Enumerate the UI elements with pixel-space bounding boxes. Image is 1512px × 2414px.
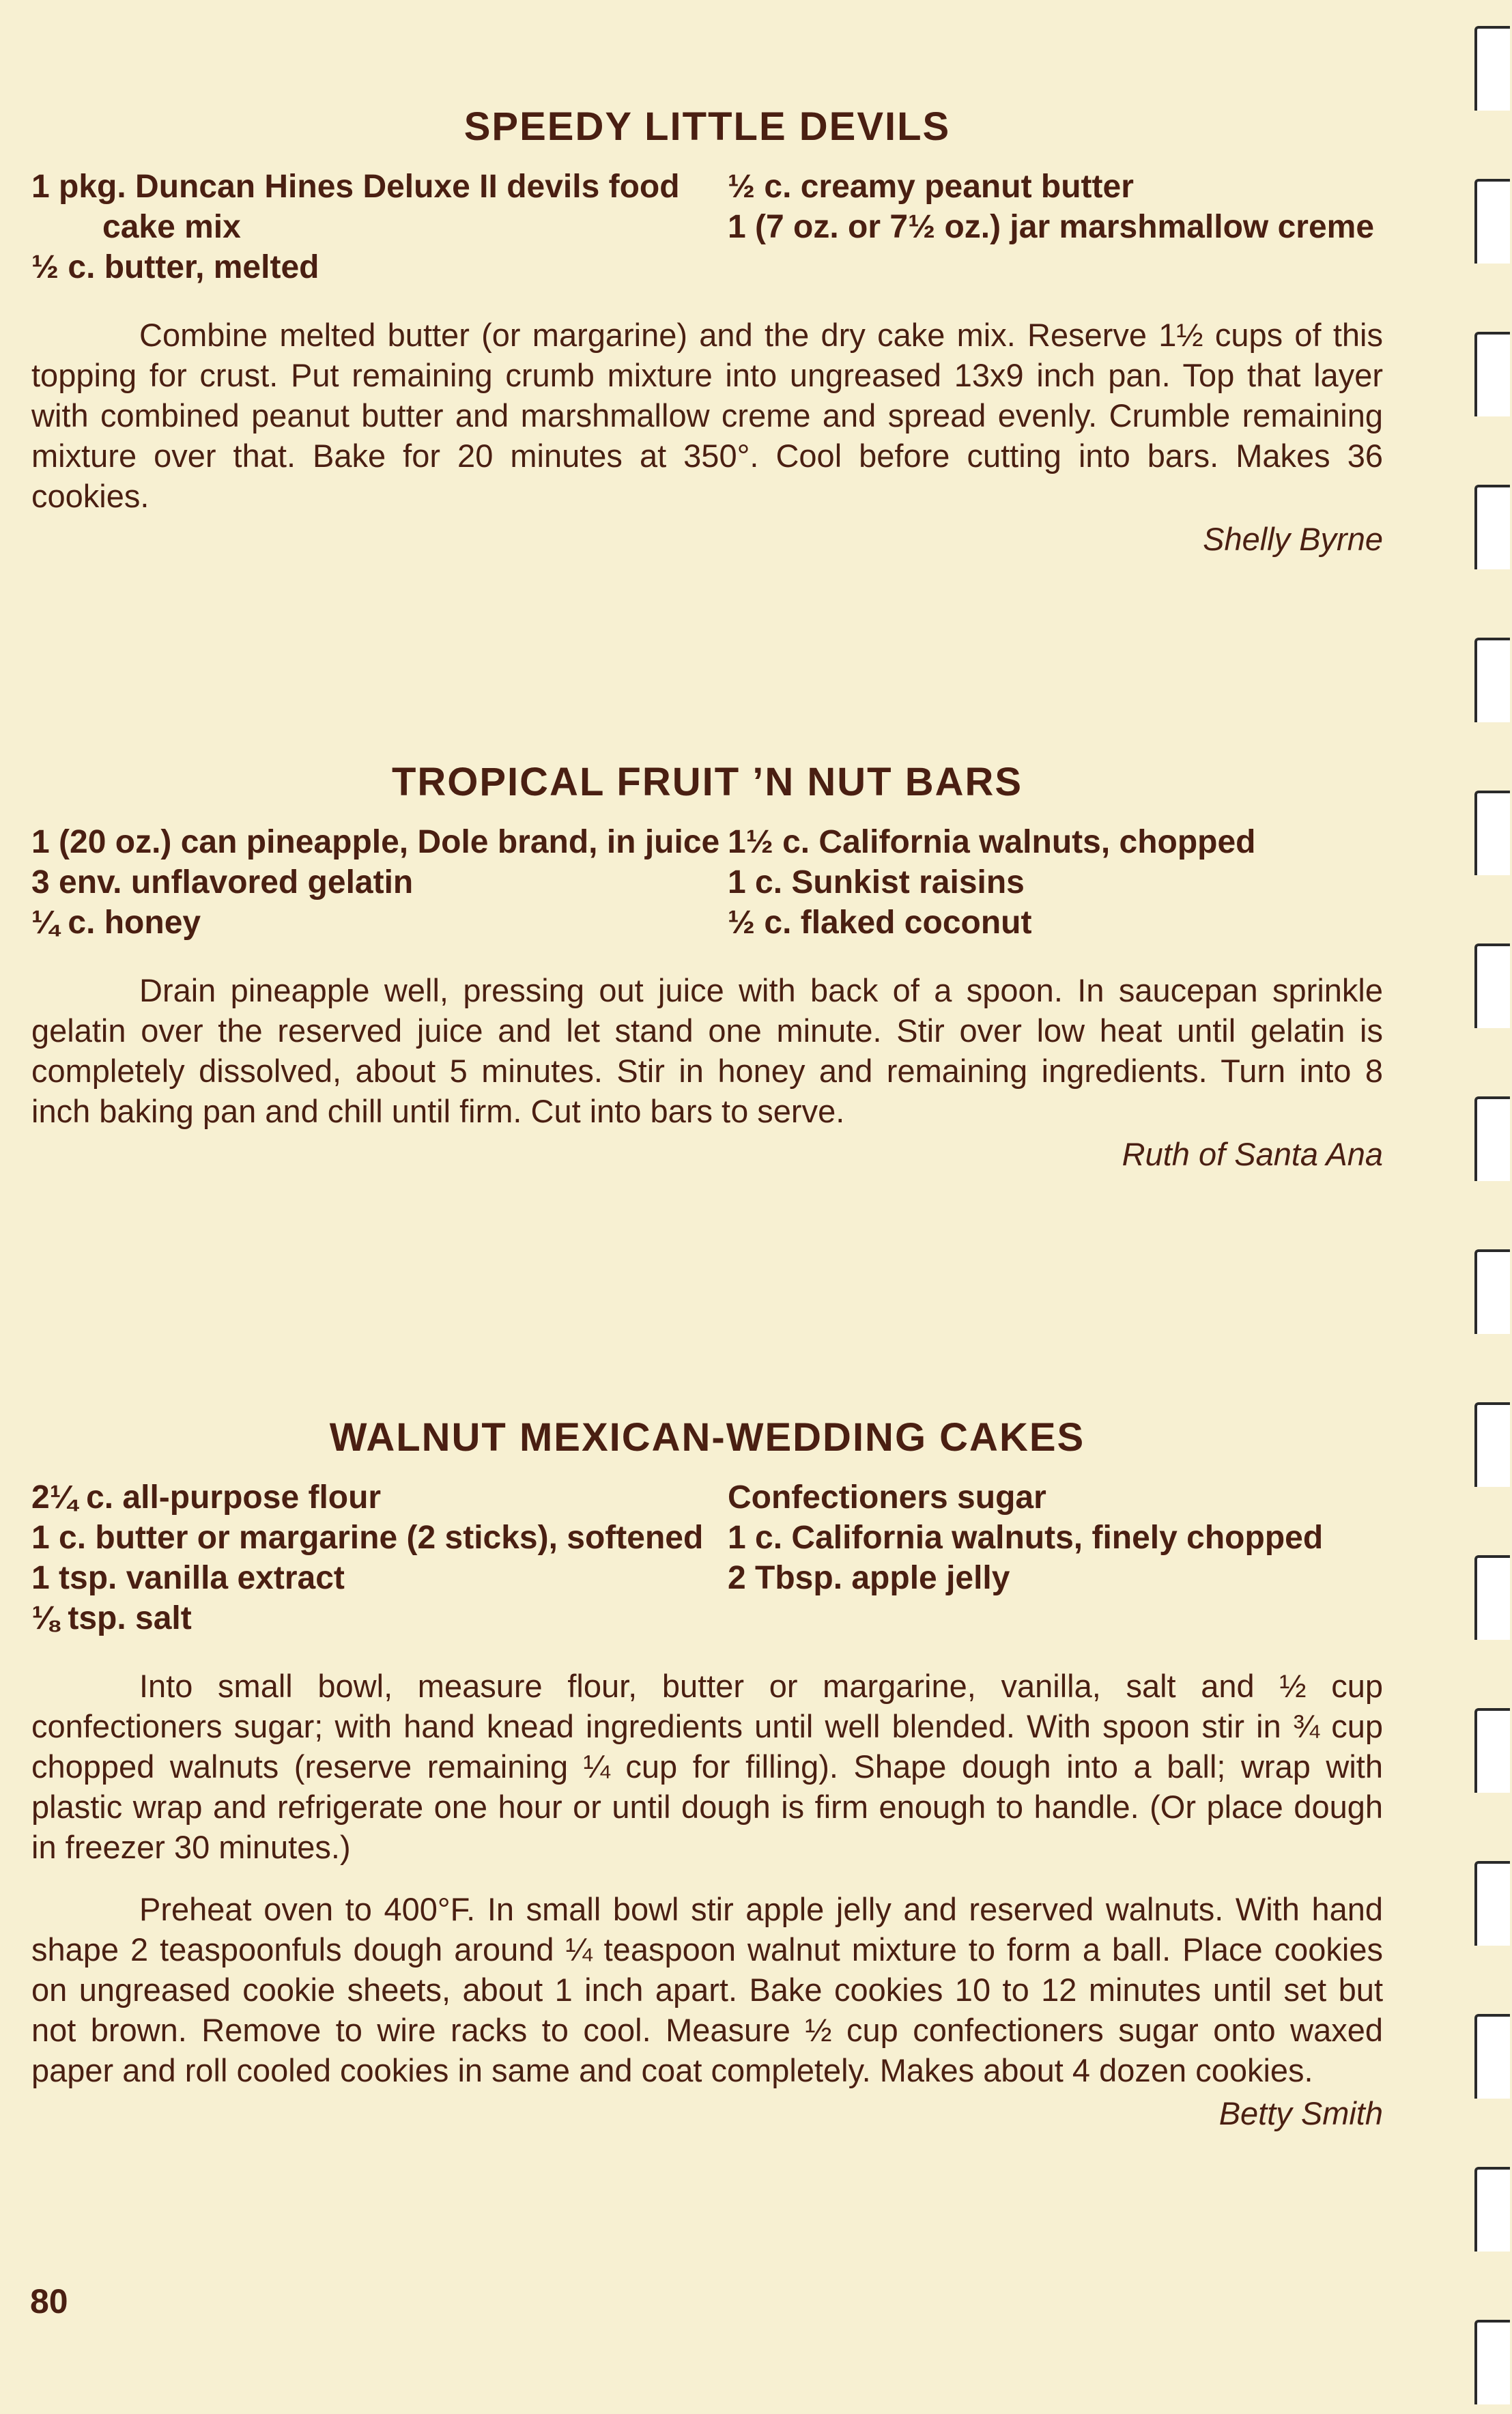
- ingredient: Confectioners sugar: [728, 1479, 1046, 1516]
- ingredient: ½ c. flaked coconut: [728, 905, 1032, 941]
- recipe-author: Ruth of Santa Ana: [1122, 1136, 1383, 1172]
- binding-hole: [1474, 1555, 1510, 1640]
- recipe-author: Shelly Byrne: [1203, 521, 1383, 557]
- ingredients-left-column: [31, 1477, 728, 1638]
- recipe-walnut-mexican-wedding-cakes: [31, 1413, 1383, 2133]
- binding-hole: [1474, 943, 1510, 1028]
- ingredient: 2¼ c. all-purpose flour: [31, 1479, 382, 1516]
- ingredients-right-column: [728, 822, 1383, 943]
- ingredient: 1 (20 oz.) can pineapple, Dole brand, in juice: [31, 824, 720, 860]
- ingredient: ⅛ tsp. salt: [31, 1600, 192, 1636]
- binding-hole: [1474, 1402, 1510, 1487]
- binding-hole: [1474, 26, 1510, 111]
- ingredients-list: [31, 1477, 1383, 1638]
- binding-hole: [1474, 1861, 1510, 1946]
- recipe-title: SPEEDY LITTLE DEVILS: [463, 104, 951, 149]
- recipe-title: WALNUT MEXICAN-WEDDING CAKES: [329, 1415, 1085, 1460]
- binding-hole: [1474, 1708, 1510, 1793]
- instructions-paragraph: Into small bowl, measure flour, butter or margarine, vanilla, salt and ½ cup confectioners sugar; with hand knead ingredients until well blended. With spoon stir in ¾ cup chopped walnuts (reserve remaining ¼ cup for filling). Shape dough into a ball; wrap with plastic wrap and refrigerate one hour or until dough is firm enough to handle. (Or place dough in freezer 30 minutes.): [31, 1668, 1383, 1865]
- instructions-paragraph: Combine melted butter (or margarine) and the dry cake mix. Reserve 1½ cups of this topping for crust. Put remaining crumb mixture into ungreased 13x9 inch pan. Top that layer with combined peanut butter and marshmallow creme and spread evenly. Crumble remaining mixture over that. Bake for 20 minutes at 350°. Cool before cutting into bars. Makes 36 cookies.: [31, 317, 1383, 514]
- instructions-paragraph: Preheat oven to 400°F. In small bowl stir apple jelly and reserved walnuts. With hand shape 2 teaspoonfuls dough around ¼ teaspoon walnut mixture to form a ball. Place cookies on ungreased cookie sheets, about 1 inch apart. Bake cookies 10 to 12 minutes until set but not brown. Remove to wire racks to cool. Measure ½ cup confectioners sugar onto waxed paper and roll cooled cookies in same and coat completely. Makes about 4 dozen cookies.: [31, 1891, 1383, 2088]
- ingredient: 1 c. Sunkist raisins: [728, 864, 1025, 900]
- binding-hole: [1474, 1249, 1510, 1334]
- ingredient: 1 pkg. Duncan Hines Deluxe II devils food cake mix: [31, 169, 680, 245]
- ingredient: 1 c. California walnuts, finely chopped: [728, 1520, 1324, 1556]
- recipe-speedy-little-devils: [31, 102, 1383, 559]
- ingredient: 2 Tbsp. apple jelly: [728, 1560, 1010, 1596]
- ingredient: ¼ c. honey: [31, 905, 201, 941]
- ingredient: 1 c. butter or margarine (2 sticks), softened: [31, 1520, 704, 1556]
- ingredients-right-column: [728, 1477, 1383, 1638]
- binding-hole: [1474, 332, 1510, 416]
- ingredient: 1 (7 oz. or 7½ oz.) jar marshmallow creme: [728, 209, 1375, 245]
- ingredient: 1½ c. California walnuts, chopped: [728, 824, 1256, 860]
- page-number: 80: [30, 2282, 68, 2320]
- ingredients-left-column: [31, 822, 728, 943]
- instructions-paragraph: Drain pineapple well, pressing out juice with back of a spoon. In saucepan sprinkle gelatin over the reserved juice and let stand one minute. Stir over low heat until gelatin is completely dissolved, about 5 minutes. Stir in honey and remaining ingredients. Turn into 8 inch baking pan and chill until firm. Cut into bars to serve.: [31, 972, 1383, 1129]
- ingredients-list: [31, 822, 1383, 943]
- recipe-tropical-fruit-nut-bars: [31, 758, 1383, 1174]
- recipe-author: Betty Smith: [1218, 2095, 1383, 2131]
- ingredients-left-column: [31, 167, 728, 287]
- binding-hole: [1474, 791, 1510, 875]
- ingredient: 1 tsp. vanilla extract: [31, 1560, 345, 1596]
- ingredients-list: [31, 167, 1383, 287]
- ingredients-right-column: [728, 167, 1383, 287]
- ingredient: 3 env. unflavored gelatin: [31, 864, 414, 900]
- binding-hole: [1474, 2167, 1510, 2252]
- ingredient: ½ c. creamy peanut butter: [728, 169, 1134, 205]
- recipe-title: TROPICAL FRUIT ’N NUT BARS: [391, 760, 1023, 804]
- binding-hole: [1474, 2014, 1510, 2099]
- binding-holes: [1466, 0, 1512, 2414]
- binding-hole: [1474, 485, 1510, 569]
- ingredient: ½ c. butter, melted: [31, 249, 319, 285]
- binding-hole: [1474, 638, 1510, 722]
- binding-hole: [1474, 1096, 1510, 1181]
- binding-hole: [1474, 2320, 1510, 2404]
- binding-hole: [1474, 179, 1510, 264]
